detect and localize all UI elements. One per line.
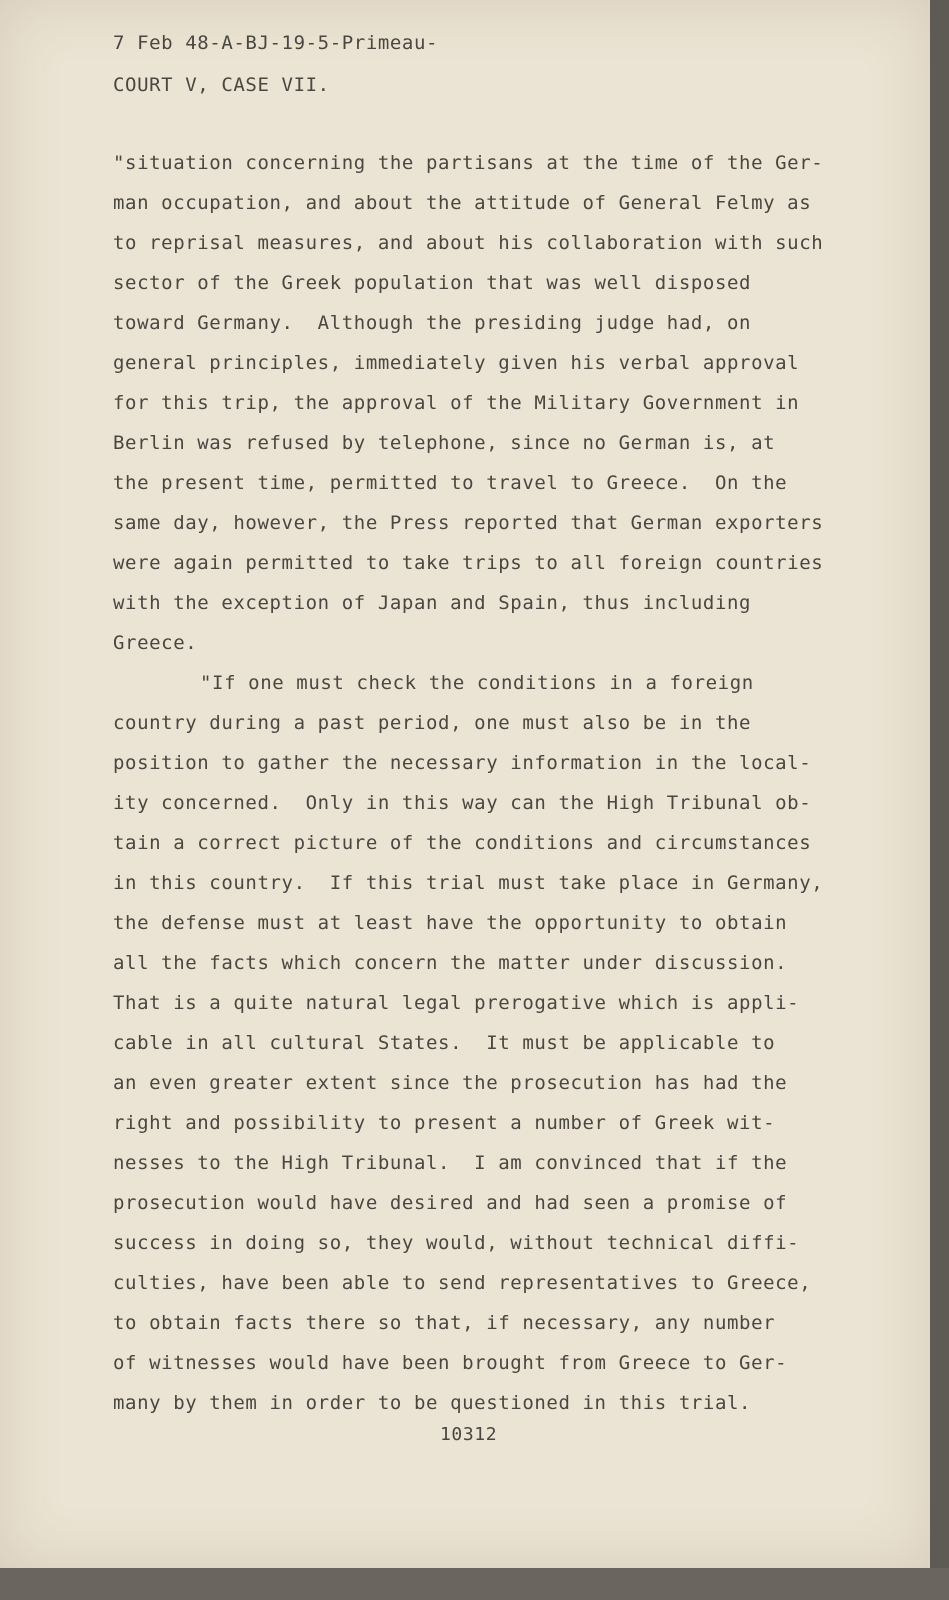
scan-edge-bottom bbox=[0, 1568, 949, 1600]
text-line: for this trip, the approval of the Military Government in bbox=[113, 392, 800, 414]
text-line: culties, have been able to send representatives to Greece, bbox=[113, 1272, 812, 1294]
text-line: to obtain facts there so that, if necessary, any number bbox=[113, 1312, 776, 1334]
text-line: the present time, permitted to travel to Greece. On the bbox=[113, 472, 788, 494]
text-line: ity concerned. Only in this way can the High Tribunal ob- bbox=[113, 792, 812, 814]
text-line: Greece. bbox=[113, 632, 198, 654]
text-line: man occupation, and about the attitude of General Felmy as bbox=[113, 192, 812, 214]
text-line: many by them in order to be questioned in this trial. bbox=[113, 1392, 752, 1414]
text-line: nesses to the High Tribunal. I am convinced that if the bbox=[113, 1152, 788, 1174]
text-line: "If one must check the conditions in a foreign bbox=[200, 672, 754, 694]
text-line: all the facts which concern the matter under discussion. bbox=[113, 952, 788, 974]
text-line: "situation concerning the partisans at the time of the Ger- bbox=[113, 152, 824, 174]
text-line: prosecution would have desired and had seen a promise of bbox=[113, 1192, 788, 1214]
text-line: the defense must at least have the opportunity to obtain bbox=[113, 912, 788, 934]
text-line: same day, however, the Press reported that German exporters bbox=[113, 512, 824, 534]
scan-edge-right bbox=[930, 0, 949, 1600]
text-line: with the exception of Japan and Spain, thus including bbox=[113, 592, 752, 614]
text-line: country during a past period, one must also be in the bbox=[113, 712, 752, 734]
document-reference: 7 Feb 48-A-BJ-19-5-Primeau- bbox=[113, 32, 439, 54]
text-line: right and possibility to present a number of Greek wit- bbox=[113, 1112, 776, 1134]
text-line: position to gather the necessary information in the local- bbox=[113, 752, 812, 774]
court-case-heading: COURT V, CASE VII. bbox=[113, 74, 330, 96]
text-line: of witnesses would have been brought from Greece to Ger- bbox=[113, 1352, 788, 1374]
text-line: cable in all cultural States. It must be applicable to bbox=[113, 1032, 776, 1054]
text-line: That is a quite natural legal prerogative which is appli- bbox=[113, 992, 800, 1014]
text-line: in this country. If this trial must take place in Germany, bbox=[113, 872, 824, 894]
text-line: success in doing so, they would, without technical diffi- bbox=[113, 1232, 800, 1254]
text-line: Berlin was refused by telephone, since no German is, at bbox=[113, 432, 776, 454]
text-line: general principles, immediately given his verbal approval bbox=[113, 352, 800, 374]
text-line: were again permitted to take trips to all foreign countries bbox=[113, 552, 824, 574]
text-line: tain a correct picture of the conditions and circumstances bbox=[113, 832, 812, 854]
page-number: 10312 bbox=[440, 1424, 498, 1445]
text-line: to reprisal measures, and about his collaboration with such bbox=[113, 232, 824, 254]
text-line: an even greater extent since the prosecution has had the bbox=[113, 1072, 788, 1094]
text-line: toward Germany. Although the presiding judge had, on bbox=[113, 312, 752, 334]
text-line: sector of the Greek population that was well disposed bbox=[113, 272, 752, 294]
